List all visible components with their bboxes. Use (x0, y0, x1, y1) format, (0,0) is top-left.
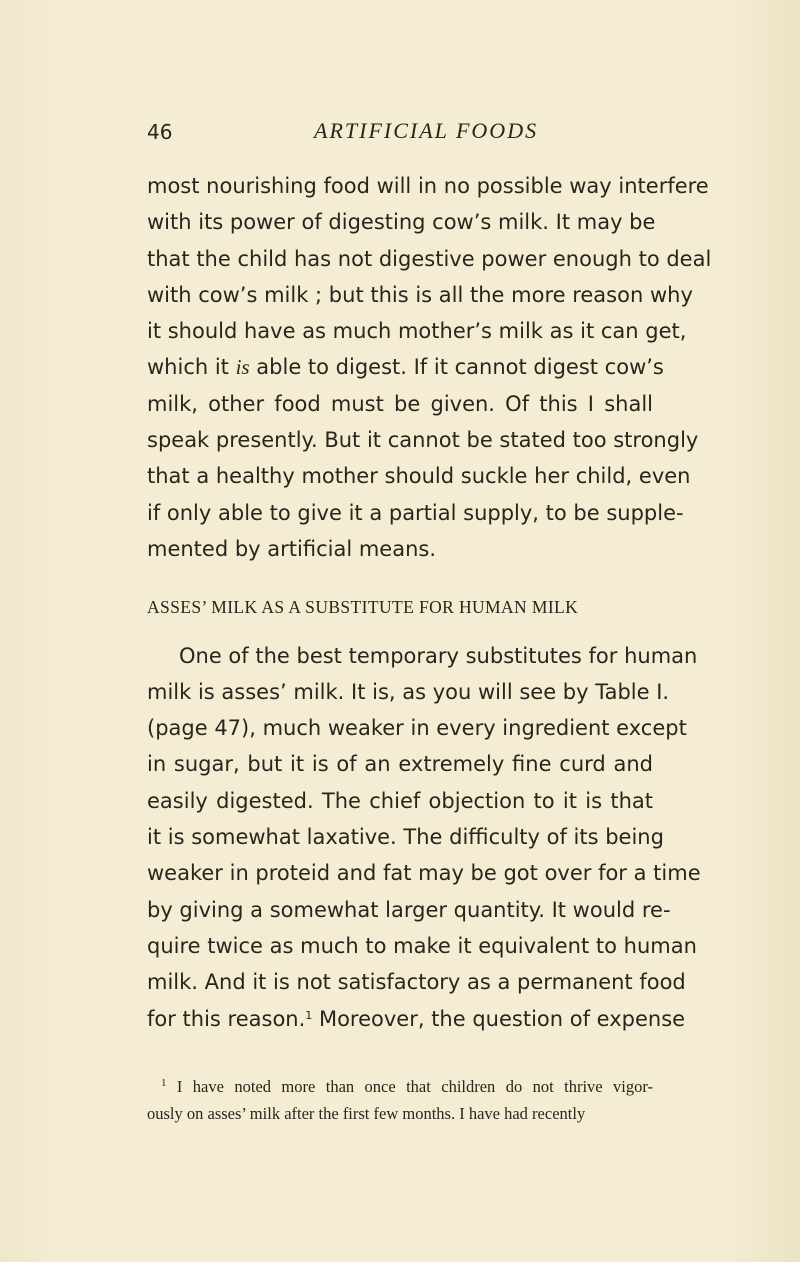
text-line: with its power of digesting cow’s milk. It may be (147, 210, 656, 235)
text-line: milk is asses’ milk. It is, as you will see by Table I. (147, 679, 670, 704)
section-heading: ASSES’ MILK AS A SUBSTITUTE FOR HUMAN MILK (147, 597, 579, 618)
text-line: weaker in proteid and fat may be got over for a time (147, 861, 701, 886)
text-line: it is somewhat laxative. The difficulty of its being (147, 825, 664, 850)
text-line (147, 349, 664, 385)
page-header (147, 120, 667, 150)
footnote-text: I have noted more than once that children do not thrive vigor- (176, 1077, 653, 1096)
text-fragment: able to digest. If it cannot digest cow’s (249, 355, 664, 380)
text-line: with cow’s milk ; but this is all the more reason why (147, 282, 693, 307)
text-line: most nourishing food will in no possible way interfere (147, 174, 709, 198)
text-line: mented by artificial means. (147, 536, 437, 561)
italic-word: is (235, 355, 250, 380)
body-text (147, 168, 712, 1037)
footnote-mark: 1 (161, 1077, 167, 1089)
text-line: it should have as much mother’s milk as it can get, (147, 319, 687, 344)
text-fragment: Moreover, the question of expense (312, 1006, 686, 1031)
text-line (147, 1001, 686, 1037)
text-line: in sugar, but it is of an extremely fine curd and (147, 752, 653, 777)
text-fragment: for this reason. (147, 1006, 306, 1031)
text-line: speak presently. But it cannot be stated too strongly (147, 428, 699, 453)
text-line: that a healthy mother should suckle her child, even (147, 464, 691, 489)
footnote-reference[interactable]: 1 (305, 1008, 313, 1022)
text-fragment: which it (147, 355, 236, 380)
text-line: quire twice as much to make it equivalent to human (147, 933, 697, 958)
text-line: milk. And it is not satisfactory as a permanent food (147, 970, 686, 995)
text-line: (page 47), much weaker in every ingredient except (147, 716, 687, 741)
text-line: One of the best temporary substitutes for human (179, 643, 698, 668)
footnote-line (147, 1070, 653, 1100)
text-line: that the child has not digestive power enough to deal (147, 246, 712, 271)
paragraph-1 (147, 168, 712, 567)
page-number: 46 (147, 120, 173, 144)
paragraph-2 (147, 638, 701, 1037)
footnote-line: ously on asses’ milk after the first few months. I have had recently (147, 1104, 586, 1123)
text-line: milk, other food must be given. Of this I shall (147, 391, 653, 416)
text-line: by giving a somewhat larger quantity. It would re- (147, 897, 671, 922)
footnote (147, 1070, 653, 1127)
text-line: easily digested. The chief objection to it is that (147, 788, 653, 813)
text-line: if only able to give it a partial supply, to be supple- (147, 500, 684, 525)
running-head: ARTIFICIAL FOODS (314, 118, 539, 143)
